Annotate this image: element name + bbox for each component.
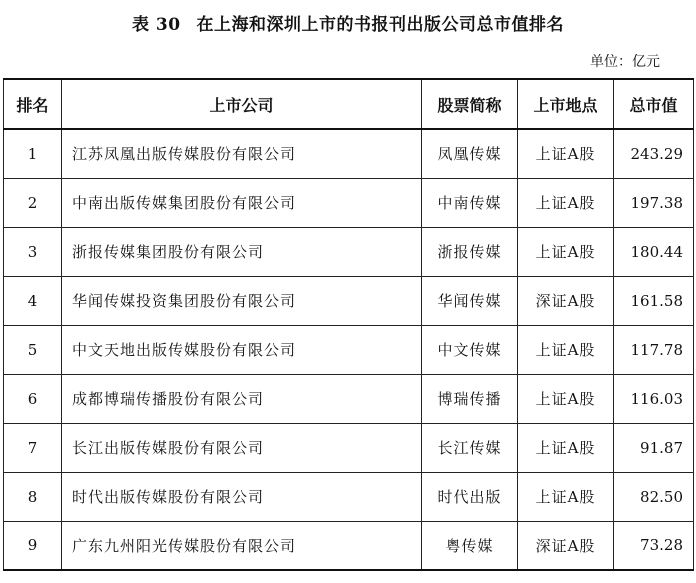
cell-market-cap: 82.50 — [614, 472, 694, 521]
unit-note: 单位：亿元 — [590, 54, 660, 70]
cell-location: 上证A股 — [518, 129, 614, 178]
cell-rank: 6 — [4, 374, 62, 423]
header-location: 上市地点 — [518, 79, 614, 129]
table-row — [4, 472, 694, 521]
cell-location: 上证A股 — [518, 423, 614, 472]
cell-rank: 5 — [4, 325, 62, 374]
cell-location: 深证A股 — [518, 276, 614, 325]
cell-abbr: 中文传媒 — [422, 325, 518, 374]
cell-location: 上证A股 — [518, 178, 614, 227]
cell-abbr: 中南传媒 — [422, 178, 518, 227]
cell-company: 成都博瑞传播股份有限公司 — [62, 374, 422, 423]
header-company: 上市公司 — [62, 79, 422, 129]
cell-rank: 4 — [4, 276, 62, 325]
cell-market-cap: 197.38 — [614, 178, 694, 227]
table-row — [4, 374, 694, 423]
cell-rank: 7 — [4, 423, 62, 472]
market-cap-table — [3, 78, 694, 571]
header-rank: 排名 — [4, 79, 62, 129]
cell-market-cap: 91.87 — [614, 423, 694, 472]
table-row — [4, 521, 694, 570]
cell-company: 华闻传媒投资集团股份有限公司 — [62, 276, 422, 325]
cell-abbr: 博瑞传播 — [422, 374, 518, 423]
cell-rank: 2 — [4, 178, 62, 227]
cell-abbr: 时代出版 — [422, 472, 518, 521]
cell-company: 浙报传媒集团股份有限公司 — [62, 227, 422, 276]
table-row — [4, 423, 694, 472]
header-abbr: 股票简称 — [422, 79, 518, 129]
header-market-cap: 总市值 — [614, 79, 694, 129]
cell-location: 上证A股 — [518, 227, 614, 276]
cell-rank: 3 — [4, 227, 62, 276]
cell-rank: 9 — [4, 521, 62, 570]
table-row — [4, 227, 694, 276]
cell-abbr: 长江传媒 — [422, 423, 518, 472]
cell-location: 上证A股 — [518, 325, 614, 374]
cell-market-cap: 161.58 — [614, 276, 694, 325]
table-title — [0, 12, 696, 38]
cell-location: 深证A股 — [518, 521, 614, 570]
table-row — [4, 276, 694, 325]
header-row — [4, 79, 694, 129]
cell-company: 中文天地出版传媒股份有限公司 — [62, 325, 422, 374]
cell-location: 上证A股 — [518, 472, 614, 521]
cell-market-cap: 116.03 — [614, 374, 694, 423]
cell-abbr: 凤凰传媒 — [422, 129, 518, 178]
cell-market-cap: 243.29 — [614, 129, 694, 178]
cell-rank: 1 — [4, 129, 62, 178]
cell-market-cap: 117.78 — [614, 325, 694, 374]
cell-market-cap: 73.28 — [614, 521, 694, 570]
cell-location: 上证A股 — [518, 374, 614, 423]
table-row — [4, 129, 694, 178]
cell-abbr: 粤传媒 — [422, 521, 518, 570]
cell-abbr: 华闻传媒 — [422, 276, 518, 325]
cell-company: 广东九州阳光传媒股份有限公司 — [62, 521, 422, 570]
cell-market-cap: 180.44 — [614, 227, 694, 276]
cell-abbr: 浙报传媒 — [422, 227, 518, 276]
table-number: 表 30 — [131, 15, 181, 35]
table-title-text: 在上海和深圳上市的书报刊出版公司总市值排名 — [196, 15, 565, 35]
cell-company: 中南出版传媒集团股份有限公司 — [62, 178, 422, 227]
table-row — [4, 178, 694, 227]
table-row — [4, 325, 694, 374]
cell-company: 时代出版传媒股份有限公司 — [62, 472, 422, 521]
cell-company: 江苏凤凰出版传媒股份有限公司 — [62, 129, 422, 178]
cell-rank: 8 — [4, 472, 62, 521]
cell-company: 长江出版传媒股份有限公司 — [62, 423, 422, 472]
